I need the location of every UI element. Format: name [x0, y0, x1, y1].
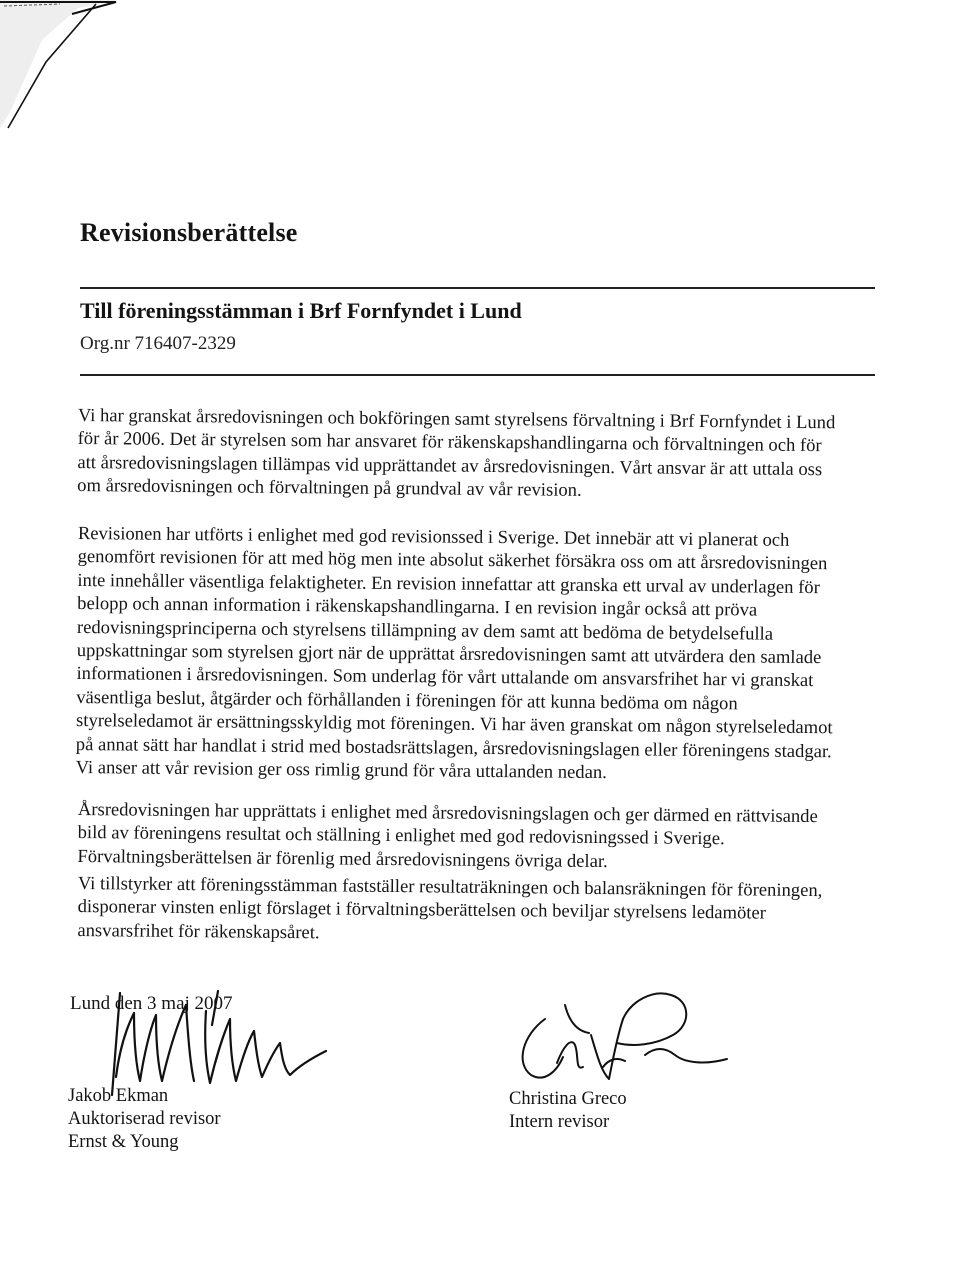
addressee-heading: Till föreningsstämman i Brf Fornfyndet i Lund — [80, 298, 522, 323]
text-line: disponerar vinsten enligt förslaget i förvaltningsberättelsen och beviljar styrelsens ledamöter — [77, 896, 767, 925]
paragraph-opinion — [77, 798, 818, 875]
text-line: ansvarsfrihet för räkenskapsåret. — [77, 919, 320, 944]
text-line: för år 2006. Det är styrelsen som har ansvaret för räkenskapshandlingarna och förvaltningen och för — [77, 428, 822, 457]
second-divider — [80, 374, 875, 376]
signatory-name: Christina Greco — [509, 1089, 627, 1109]
text-line: genomfört revisionen för att med hög men inte absolut säkerhet försäkra oss om att årsredovisningen — [77, 546, 828, 575]
text-line: inte innehåller väsentliga felaktigheter. En revision innefattar att granska ett urval av underlagen för — [77, 569, 820, 598]
signatory-firm: Ernst & Young — [68, 1132, 179, 1152]
signatory-left — [68, 1085, 221, 1154]
text-line: Årsredovisningen har upprättats i enlighet med årsredovisningslagen och ger därmed en rättvisande — [77, 798, 818, 828]
text-line: belopp och annan information i räkenskapshandlingarna. I en revision ingår också att pröva — [77, 593, 758, 621]
text-line: bild av föreningens resultat och ställning i enlighet med god redovisningssed i Sverige. — [77, 822, 725, 850]
document-title: Revisionsberättelse — [80, 218, 298, 247]
text-line: Förvaltningsberättelsen är förenlig med årsredovisningens övriga delar. — [77, 845, 608, 872]
text-line: styrelseledamot är ersättningsskyldig mot föreningen. Vi har även granskat om någon styrelseledamot — [75, 710, 833, 739]
text-line: redovisningsprinciperna och styrelsens tillämpning av dem samt att bedöma de betydelsefulla — [76, 616, 774, 645]
text-line: Vi har granskat årsredovisningen och bokföringen samt styrelsens förvaltning i Brf Fornfyndet i Lund — [77, 404, 836, 434]
text-line: informationen i årsredovisningen. Som underlag för vårt uttalande om ansvarsfrihet har vi granskat — [76, 663, 814, 692]
paragraph-scope — [77, 404, 835, 505]
top-divider — [80, 287, 875, 289]
text-line: Vi anser att vår revision ger oss rimlig grund för våra uttalanden nedan. — [75, 757, 607, 784]
signatory-role: Intern revisor — [509, 1112, 610, 1132]
text-line: väsentliga beslut, åtgärder och förhållanden i föreningen för att kunna bedöma om någon — [76, 686, 738, 715]
paragraph-recommendation — [77, 872, 822, 949]
paragraph-audit-method — [76, 522, 835, 787]
signatory-name: Jakob Ekman — [68, 1086, 169, 1106]
signatory-right — [509, 1088, 627, 1134]
text-line: att årsredovisningslagen tillämpas vid upprättandet av årsredovisningen. Vårt ansvar är att uttala oss — [77, 451, 823, 480]
signature-christina-greco — [505, 975, 730, 1090]
text-line: på annat sätt har handlat i strid med bostadsrättslagen, årsredovisningslagen eller föreningens stadgar. — [75, 733, 832, 762]
scan-edge-mark — [0, 0, 120, 130]
text-line: uppskattningar som styrelsen gjort när de upprättat årsredovisningen samt att utvärdera den samlade — [76, 640, 822, 669]
signatory-role: Auktoriserad revisor — [68, 1109, 221, 1129]
place-and-date: Lund den 3 maj 2007 — [70, 993, 233, 1014]
text-line: om årsredovisningen och förvaltningen på grundval av vår revision. — [77, 475, 582, 502]
text-line: Revisionen har utförts i enlighet med god revisionssed i Sverige. Det innebär att vi planerat och — [77, 522, 790, 551]
org-number: Org.nr 716407-2329 — [80, 333, 236, 354]
text-line: Vi tillstyrker att föreningsstämman fastställer resultaträkningen och balansräkningen för föreningen, — [77, 872, 823, 902]
